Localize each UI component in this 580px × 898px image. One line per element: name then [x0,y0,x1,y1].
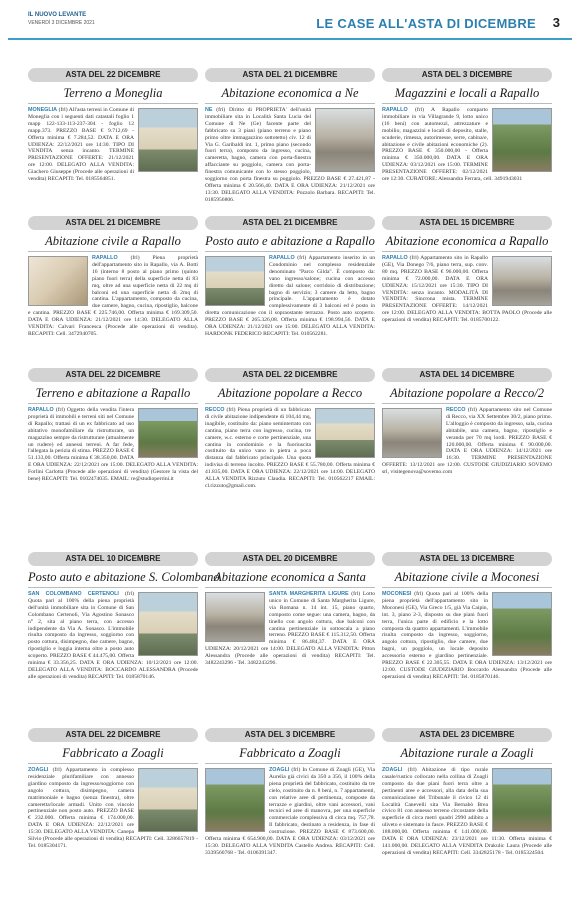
property-photo [28,256,88,306]
property-photo [492,256,552,306]
listing-body [382,107,552,183]
listing-body [28,255,198,338]
listing-card [382,368,552,542]
divider [205,763,375,764]
listing-text: (frl) Piena proprietà dell'appartamento sito in Rapallo, via A. Botti 16 (interno 8 posto al piano primo (quinto piano fuori terra) della superficie netta di 83 mq, oltre ad una superficie netta di 22 mq di balconi ed una superficie netta di 2mq di cantina. L'appartamento, composto da cucina, due camere, bagno, cucina, ripostiglio, balcone e cantina. PREZZO BASE € 225.746,00. Offerta minima € 169.309,50. DATA E ORA UDIENZA: 21/12/2021 ore 14:30. DELEGATO ALLA VENDITA: Calvari Francesca (Procede alle operazioni di vendita). RECAPITI: Cell. 3472940705. [28,255,198,337]
listing-text: (frl) Appartamento sito in Rapallo (GE), Via Donego 7/6, piano terra, sup. conv. 80 mq. PREZZO BASE € 96.000,00. Offerta minima € 72.000,00. DATA E ORA UDIENZA: 15/12/2021 ore 15:30. TIPO DI VENDITA: senza incanto. MODALITÀ DI VENDITA: Sincrona mista. TERMINE PRESENTAZIONE OFFERTE: 14/12/2021 ore 12:00. DELEGATO ALLA VENDITA: BOTTA PAOLO (Procede alle operazioni di vendita) RECAPITI: Tel. 0185700122. [382,255,552,324]
listing-title: Terreno e abitazione a Rapallo [35,386,191,400]
listing-text: (frl) In Comune di Zoagli (GE), Via Aurelia già civici da 350 a 356, il 100% della piena proprietà del fabbricato, costituito da tre cielo, costituito da n. 8 beni, n. 7 appartamenti, con relative aree di pertinenza, composte da terrazze e giardini, oltre vani accessori, vani tecnici ed aree di manovra, per una superficie commerciale complessiva di circa mq. 757,78. Il fabbricato, destinato a residenza, in fase di costruzione. PREZZO BASE € 873.600,00. Offerta minima € 654.900,00. DATA E ORA UDIENZA: 03/12/2021 ore 15:30. DELEGATO ALLA VENDITA Castello Andrea. RECAPITI: Cell. 3339560768 - Tel. 0106391347. [205,767,375,856]
listing-location: NE [205,107,213,113]
property-photo [138,408,198,458]
divider [205,403,375,404]
section-title: LE CASE ALL'ASTA DI DICEMBRE [316,16,536,31]
listing-title: Abitazione popolare a Recco/2 [389,386,545,400]
divider [205,587,375,588]
property-photo [315,108,375,172]
listing-location: RAPALLO [269,255,295,261]
listing-text: (frl) Diritto di PROPRIETA' dell'unità immobiliare sita in Località Santa Lucia del Comune di Ne (Ge) facente parte del fabbricato su 3 piani (piano terreno e piano primo oltre immagazzino sottotetto) civ. 12 di Via G. Garibaldi int. 1, primo piano (secondo fuori terra), composto da ingresso, cucina, cameretta, bagno, camera con porta-finestra affacciante su poggiolo, camera con porta-finestra comunicante con lo stesso poggiolo, soggiorno con porta finestra su poggiolo. PREZZO BASE € 27.421,87 - Offerta minima € 20.566,40. DATA E ORA UDIENZA: 21/12/2021 ore 13:30. DELEGATO ALLA VENDITA: Pozzolo Barbara. RECAPITI: Tel. 0185956806. [205,107,375,203]
divider [382,763,552,764]
listing-body [382,767,552,857]
listing-body [28,767,198,850]
auction-date-badge: ASTA DEL 22 DICEMBRE [205,368,375,382]
auction-date-badge: ASTA DEL 21 DICEMBRE [28,216,198,230]
listing-location: RAPALLO [382,107,408,113]
listing-title: Abitazione rurale a Zoagli [400,746,534,760]
property-photo [138,768,198,832]
divider [382,251,552,252]
listing-body [205,767,375,857]
listing-location: RECCO [446,407,466,413]
divider [28,251,198,252]
auction-date-badge: ASTA DEL 10 DICEMBRE [28,552,198,566]
auction-date-badge: ASTA DEL 22 DICEMBRE [28,68,198,82]
listing-text: (frl) Piena proprietà di un fabbricato di civile abitazione indipendente di 104,44 mq, inagibile, costituito da: piano seminterrato con cantina, piano terra con ingresso, cucina, tre camere, w.c. esterno e corte pertinenziale, una cantina in condominio e la fuoriuscita costituito da unico vano in pietra a poca distanza dal fabbricato principale. Una quota indivisa di terreno incolto. PREZZO BASE € 55.780,00. Offerta minima € 41.835,00. DATA E ORA UDIENZA: 22/12/2021 ore 14:00. DELEGATO ALLA VENDITA Rizzuto Claudia. RECAPITI: Tel. 010562217 EMAIL: cl.rizzuto@gmail.com. [205,407,375,489]
listing-body [205,107,375,204]
auction-date-badge: ASTA DEL 23 DICEMBRE [382,728,552,742]
listing-card [382,728,552,898]
listing-text: (frl) Quota pari al 100% della piena proprietà dell'appartamento sito in Moconesi (GE), Via Greco 1/5, già Via Caipin, int. 3, piano 2-3, disposto su due piani fuori terra, l'unica parte di edificio e la lotto composta da quattro appartamenti. L'immobile risulta composto da ingresso, soggiorno, angolo cottura, ripostiglio, due camere, due bagni, un poggiolo, un locale deposito accessorio esterno e giardino pertinenziale. PREZZO BASE € 22.305,55. DATA E ORA UDIENZA: 13/12/2021 ore 12:00. CUSTODE GIUDIZIARIO Boccardo Alessandra (Procede alle operazioni di vendita) RECAPITI: Tel. 0185870146. [382,591,552,680]
property-photo [138,108,198,172]
listing-location: SANTA MARGHERITA LIGURE [269,591,349,597]
property-photo [492,768,552,832]
divider [28,403,198,404]
listing-card [28,368,198,542]
listing-title: Abitazione civile a Moconesi [394,570,540,584]
property-photo [492,108,552,172]
divider [382,103,552,104]
listing-text: (frl) A Rapallo comparto immobiliare in via Villagrande 9, lotto unico (16 beni) con automezzi, attrezzature e mobilio, magazzini e locali di deposito, stalle, scuderie, rimessa, autorimesse, serre, cabina/e, abitazione e civile abitazioni economiche (2). PREZZO BASE € 350.000,00 - Offerta minima € 350.000,00. DATA E ORA UDIENZA: 03/12/2021 ore 15:00. TERMINE PRESENTAZIONE OFFERTE: 02/12/2021 ore 12:30. CURATORE: Alessandra Ferrara, cell. 3491943031 [382,107,523,183]
auction-date-badge: ASTA DEL 13 DICEMBRE [382,552,552,566]
property-photo [382,408,442,458]
divider [28,587,198,588]
property-photo [315,408,375,458]
listing-text: (frl) All'asta terreni in Comune di Moneglia con i seguenti dati catastali foglio 1 mapp 122-133-113-237-304 - foglio 12 mapp.373. PREZZO BASE € 9.712,69 - Offerta minima € 7.284,52. DATA E ORA UDIENZA: 22/12/2021 ore 14:30. TIPO DI VENDITA senza incanto. TERMINE PRESENTAZIONE OFFERTE: 21/12/2021 ore 12:00. DELEGATO ALLA VENDITA: Giachero Giuseppe (Procede alle operazioni di vendita) RECAPITI: Tel. 0185564851. [28,107,134,183]
listing-card [28,728,198,898]
listing-text: (frl) Oggetto della vendita l'intera proprietà di immobili e terreni siti nel Comune di Rapallo; trattasi di un ex fabbricato ad uso abitativo monofamiliare da ristrutturare, un magazzino sempre da ristrutturare (attualmente un rudere) ed annessi terreni. A far fede, l'allegata la perizia di stima. PREZZO BASE € 51.133,00. Offerta minima € 38.350,00. DATA E ORA UDIENZA: 22/12/2021 ore 15:00. DELEGATO ALLA VENDITA: Forlini Carlotta (Procede alle operazioni di vendita) (Gestore la vista del bene) RECAPITI: Tel. 0102474035. EMAIL: re@studioperrini.it [28,407,198,483]
listing-card [28,216,198,356]
auction-date-badge: ASTA DEL 20 DICEMBRE [205,552,375,566]
listing-title: Abitazione civile a Rapallo [45,234,181,248]
listing-location: RECCO [205,407,225,413]
listing-title: Abitazione economica a Santa [214,570,366,584]
divider [382,587,552,588]
property-photo [138,592,198,656]
listing-title: Magazzini e locali a Rapallo [394,86,540,100]
listing-card [382,216,552,356]
listing-card [28,552,220,716]
listing-text: (frl) Quota pari al 100% della piena proprietà dell'unità immobiliare sita in Comune di San Colombano Certenoli, Via Agostino Sonasco n° 2, sita al piano terra, con accesso indipendente da Via A. Sonasco. L'immobile risulta composto da ingresso, soggiorno con posto cottura, disimpegno, due camere, bagno, ripostiglio e loggia interna oltre a posto auto scoperto. PREZZO BASE € 44.475,00. Offerta minima € 33.356,25. DATA E ORA UDIENZA: 10/12/2021 ore 12:00. DELEGATO ALLA VENDITA: BOCCARDO ALESSANDRA (Procede alle operazioni di vendita) RECAPITI: Tel. 0185870146. [28,591,198,680]
auction-date-badge: ASTA DEL 22 DICEMBRE [28,368,198,382]
property-photo [205,768,265,832]
auction-date-badge: ASTA DEL 3 DICEMBRE [382,68,552,82]
listing-body [382,255,552,324]
listing-body [28,407,198,483]
listing-location: MONEGLIA [28,107,58,113]
listing-title: Posto auto e abitazione S. Colombano [28,570,220,584]
listing-body [382,407,552,476]
listing-title: Fabbricato a Zoagli [62,746,164,760]
page-header [8,6,572,40]
listing-body [205,591,375,667]
listing-card [205,368,375,542]
listing-location: MOCONESI [382,591,412,597]
listing-text: (frl) Lotto unico in Comune di Santa Margherita Ligure, via Romana n. 14 int. 15, piano quarto, composto come segue: una camera, bagno, da tinello con angolo cottura, due balconi con cantina pertinenziale in sottoscala a piano terreno. PREZZO BASE € 115.312,50. Offerta minima € 86.484,37. DATA E ORA UDIENZA: 20/12/2021 ore 14:00. DELEGATO ALLA VENDITA: Pitton Alessandra (Procede alle operazioni di vendita) RECAPITI: Tel. 3482243296 - Tel. 3482243296. [205,591,376,667]
divider [205,103,375,104]
listing-text: (frl) Abitazione di tipo rurale casale/rustico collocato nella collina di Zoagli composto da due piani fuori terra oltre a pertinenti aree e accessori, alla data della sua comunicazione del Tribunale il civico 12 di Località Canevelli sita Via Bernabò Brea civico 81 con annesso terreno circostante della superficie di circa metri quadri 2990 adibito a uliveto e sistemato in fasce. PREZZO BASE € 188.000,00. Offerta minima € 141.000,00. DATA E ORA UDIENZA: 23/12/2021 ore 11:30. Offerta minima € 141.000,00. DELEGATO ALLA VENDITA Drakulic Laura (Procede alle operazioni di vendita) RECAPITI: Cell. 3342825178 - Tel. 0185324504. [382,767,552,856]
listing-body [382,591,552,681]
listing-card [205,68,375,220]
divider [382,403,552,404]
listing-title: Terreno a Moneglia [63,86,163,100]
listing-location: RAPALLO [92,255,118,261]
listing-body [205,407,375,490]
listing-card [382,68,552,220]
auction-date-badge: ASTA DEL 15 DICEMBRE [382,216,552,230]
listing-location: RAPALLO [28,407,54,413]
listing-body [28,107,198,183]
listing-title: Abitazione economica a Ne [221,86,359,100]
listing-body [28,591,198,681]
newspaper-brand: IL NUOVO LEVANTE [28,12,87,18]
listing-card [205,728,375,898]
listing-title: Posto auto e abitazione a Rapallo [205,234,375,248]
auction-date-badge: ASTA DEL 22 DICEMBRE [28,728,198,742]
property-photo [205,256,265,306]
auction-date-badge: ASTA DEL 21 DICEMBRE [205,68,375,82]
issue-date: VENERDÌ 3 DICEMBRE 2021 [28,20,95,26]
page-number: 3 [552,15,560,30]
listing-card [28,68,198,220]
divider [205,251,375,252]
listing-title: Abitazione economica a Rapallo [385,234,549,248]
listing-location: RAPALLO [382,255,408,261]
listing-text: (frl) Appartamento in complesso residenziale plurifamiliare con annesso giardino composto da ingresso/soggiorno con angolo cottura, disimpegno, camera matrimoniale e bagno (senza finestra), oltre cameretta/locale armadi. Unito con vincolo pertinenziale non posto auto. PREZZO BASE € 232.000. Offerta minima € 174.000,00. DATA E ORA UDIENZA: 22/12/2021 ore 15:30. DELEGATO ALLA VENDITA: Canepa Silvio (Procede alle operazioni di vendita) RECAPITI: Cell. 3286657819 - Tel. 0185304171. [28,767,198,849]
listing-location: SAN COLOMBANO CERTENOLI [28,591,119,597]
auction-date-badge: ASTA DEL 14 DICEMBRE [382,368,552,382]
property-photo [205,592,265,642]
divider [28,103,198,104]
listing-text: (frl) Appartamento inserito in un Condominio nel complesso residenziale denominato "Parco Gilda". È composto da: vano ingresso/salone; cucina con accesso diretto dal salone; corridoio di distribuzione; bagno di servizio; 3 camere da letto, bagno principale. L'appartamento è dotato complessivamente di 3 balconi ed è posto in diretta comunicazione con il sopraostante terrazzo. Posto auto scoperto. PREZZO BASE € 265.326,08. Offerta minima € 198.994,56. DATA E ORA UDIENZA: 21/12/2021 ore 15:00. DELEGATO ALLA VENDITA: HARDONK FEDERICO RECAPITI: Tel. 010562281. [205,255,375,337]
property-photo [492,592,552,656]
listing-title: Fabbricato a Zoagli [239,746,341,760]
listing-card [382,552,552,716]
listing-location: ZOAGLI [382,767,403,773]
listing-body [205,255,375,338]
listing-location: ZOAGLI [269,767,290,773]
listing-location: ZOAGLI [28,767,49,773]
divider [28,763,198,764]
listing-card [205,216,375,356]
auction-date-badge: ASTA DEL 21 DICEMBRE [205,216,375,230]
listing-text: (frl) Appartamento sito nel Comune di Recco, via XX Settembre 30/2, piano primo. L'alloggio è composto da ingresso, sala, cucina abitabile, una camera, bagno, ripostiglio e veranda per 70 mq lordi. PREZZO BASE € 120.000,00. Offerta minima € 90.000,00. DATA E ORA UDIENZA: 14/12/2021 ore 16:30. TERMINE PRESENTAZIONE OFFERTE: 13/12/2021 ore 12:00. CUSTODE GIUDIZIARIO SOVEMO srl, visitegenova@sovemo.com [382,407,552,476]
listing-title: Abitazione popolare a Recco [217,386,363,400]
listing-card [205,552,375,716]
auction-date-badge: ASTA DEL 3 DICEMBRE [205,728,375,742]
